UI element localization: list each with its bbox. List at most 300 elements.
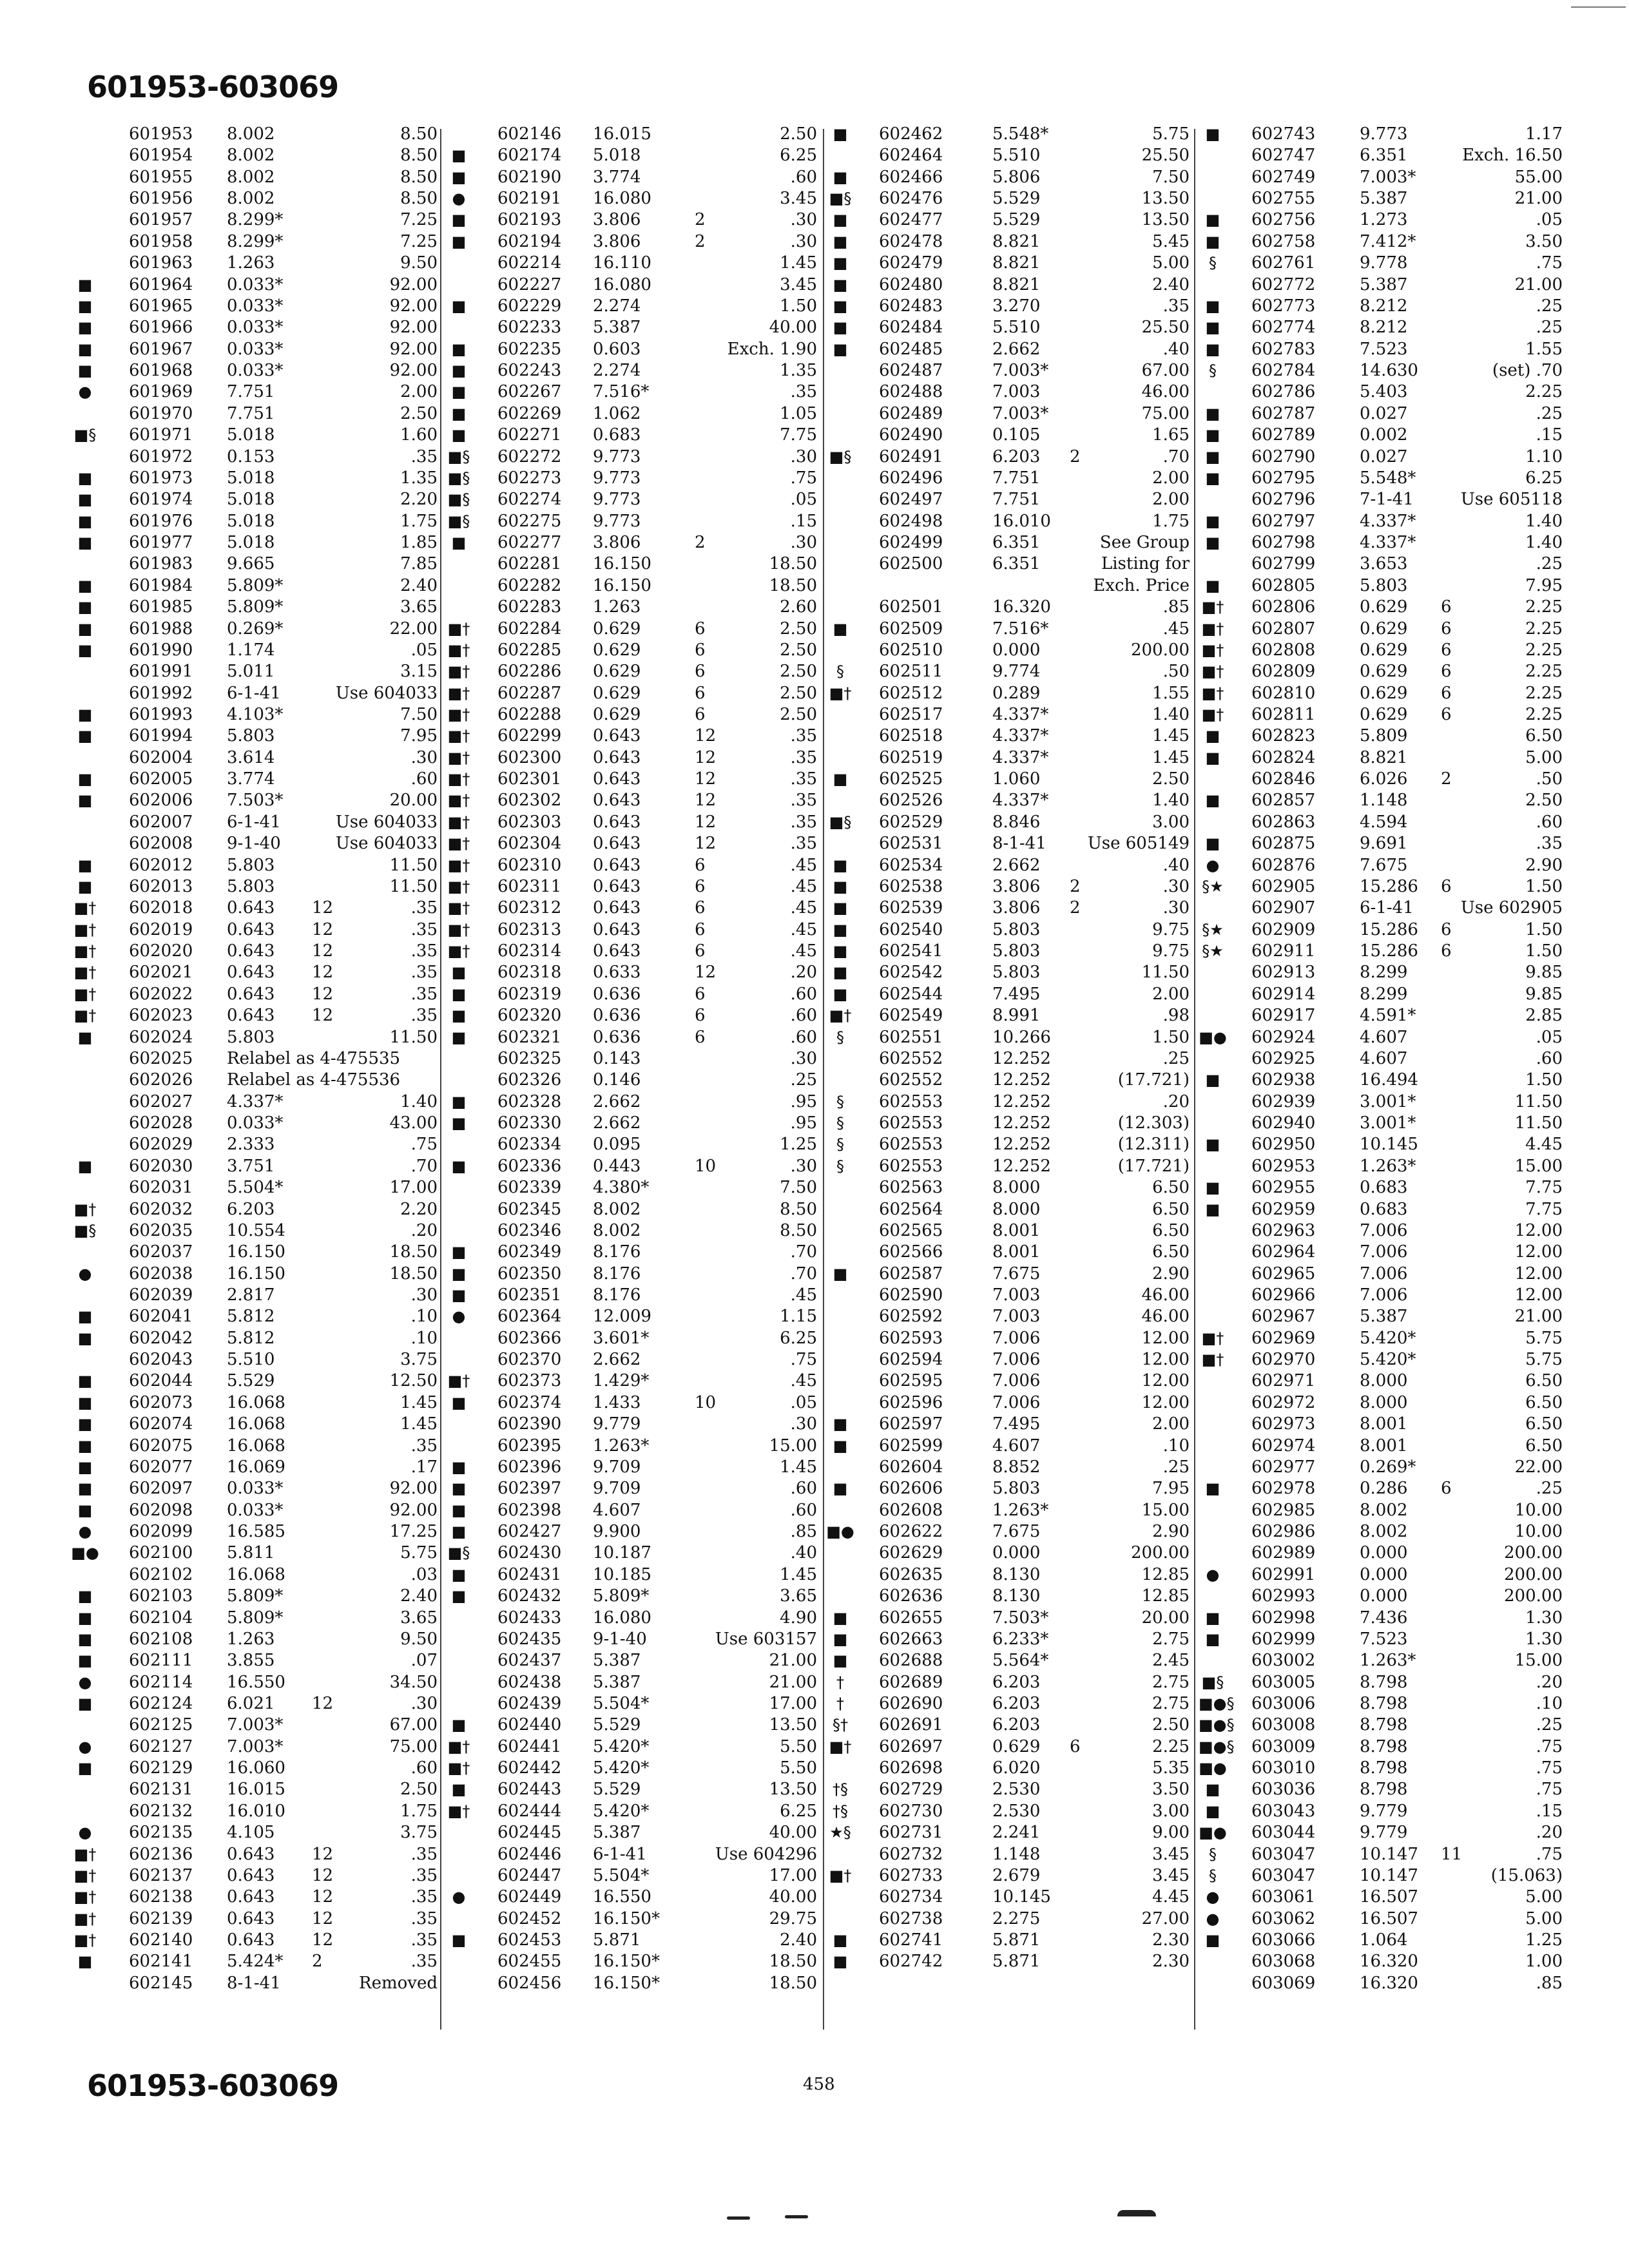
- price: 12.00: [1514, 1220, 1563, 1240]
- price: 75.00: [389, 1736, 438, 1756]
- price: 40.00: [769, 1887, 817, 1907]
- part-number: 602100: [129, 1543, 193, 1563]
- price: 6.25: [780, 1328, 817, 1348]
- part-number: 602553: [879, 1091, 943, 1111]
- row-mark-icon: ■§: [73, 426, 97, 445]
- part-number: 602024: [129, 1027, 193, 1047]
- part-number: 602302: [497, 791, 562, 811]
- part-value: 7.436: [1360, 1608, 1408, 1628]
- price: 8.50: [780, 1220, 817, 1240]
- part-number: 602563: [879, 1178, 943, 1198]
- part-number: 602039: [129, 1285, 193, 1305]
- row-mark-icon: ■: [451, 211, 467, 229]
- price: 1.15: [780, 1307, 817, 1327]
- price: .30: [1162, 898, 1190, 918]
- part-value: 3.601*: [593, 1328, 650, 1348]
- price: 13.50: [769, 1780, 817, 1800]
- part-number: 602973: [1251, 1414, 1316, 1434]
- part-value: 2.662: [593, 1091, 641, 1111]
- part-value: 10.185: [593, 1564, 651, 1584]
- part-value: 16.068: [227, 1414, 285, 1434]
- part-value: 5.018: [227, 425, 275, 445]
- part-value: 3.806: [992, 898, 1041, 918]
- price: Listing for: [1101, 554, 1190, 574]
- row-mark-icon: ■: [833, 1629, 848, 1648]
- price: 7.75: [780, 425, 817, 445]
- part-number: 602689: [879, 1672, 943, 1692]
- part-value: 0.027: [1360, 403, 1408, 423]
- part-value: 0.289: [992, 683, 1041, 703]
- part-number: 602330: [497, 1113, 562, 1133]
- part-value: 1.148: [1360, 791, 1408, 811]
- price: 6.25: [780, 146, 817, 166]
- price: .75: [790, 1350, 817, 1370]
- price: .70: [790, 1242, 817, 1262]
- part-number: 602041: [129, 1307, 193, 1327]
- row-mark-icon: ■: [77, 619, 93, 638]
- part-value: 5.529: [593, 1780, 641, 1800]
- part-number: 602500: [879, 554, 943, 574]
- part-value: 0.643: [593, 747, 641, 767]
- price: .60: [410, 1758, 438, 1778]
- price: .30: [410, 1694, 438, 1713]
- row-mark-icon: ■†: [73, 1888, 97, 1907]
- part-number: 603005: [1251, 1672, 1316, 1692]
- part-number: 602594: [879, 1350, 943, 1370]
- part-value: 7.006: [1360, 1220, 1408, 1240]
- row-mark-icon: ■: [1205, 791, 1220, 810]
- row-mark-icon: ■: [451, 1114, 467, 1133]
- row-mark-icon: ■: [77, 1329, 93, 1347]
- table-row: [0, 210, 1629, 229]
- price: .30: [790, 1156, 817, 1176]
- price: 1.85: [400, 533, 438, 553]
- table-row: [0, 1113, 1629, 1133]
- part-number: 602442: [497, 1758, 562, 1778]
- part-value: 4.594: [1360, 812, 1408, 832]
- part-value: 8.002: [227, 146, 275, 166]
- price: 1.75: [1152, 511, 1190, 531]
- part-value: 2.679: [992, 1865, 1041, 1885]
- part-value: 8.001: [1360, 1414, 1408, 1434]
- part-value: 5.812: [227, 1328, 275, 1348]
- part-number: 602020: [129, 941, 193, 961]
- part-number: 602590: [879, 1285, 943, 1305]
- table-row: [0, 791, 1629, 810]
- part-value: 1.273: [1360, 210, 1408, 230]
- price: 2.30: [1152, 1930, 1190, 1950]
- price: 1.00: [1525, 1952, 1563, 1972]
- table-row: [0, 1608, 1629, 1628]
- part-value: 1.263: [593, 597, 641, 617]
- part-value: 10.554: [227, 1220, 285, 1240]
- row-mark-icon: §★: [1202, 877, 1224, 896]
- row-mark-icon: ■: [1205, 318, 1220, 337]
- price: .30: [790, 447, 817, 466]
- pack-note: 6: [695, 898, 706, 918]
- price: .45: [790, 1285, 817, 1305]
- price: 1.50: [1525, 919, 1563, 939]
- part-number: 602970: [1251, 1350, 1316, 1370]
- part-value: 3.806: [992, 876, 1041, 896]
- table-row: [0, 576, 1629, 595]
- price: .35: [1162, 296, 1190, 316]
- price: 2.00: [1152, 1414, 1190, 1434]
- price: 200.00: [1504, 1564, 1563, 1584]
- row-mark-icon: ■: [833, 942, 848, 961]
- table-row: [0, 1845, 1629, 1864]
- price: 12.00: [1514, 1285, 1563, 1305]
- part-value: 5.809: [1360, 726, 1408, 746]
- part-number: 602564: [879, 1199, 943, 1219]
- part-value: 5.803: [992, 963, 1041, 983]
- row-mark-icon: ■†: [447, 877, 470, 896]
- price: 13.50: [1141, 189, 1190, 209]
- price: 7.75: [1525, 1178, 1563, 1198]
- part-value: 4.607: [1360, 1027, 1408, 1047]
- price: 6.50: [1152, 1199, 1190, 1219]
- price: 20.00: [1141, 1608, 1190, 1628]
- row-mark-icon: ■: [451, 1157, 467, 1175]
- price: 1.40: [1525, 511, 1563, 531]
- corner-mark: [1571, 6, 1626, 8]
- price: .05: [790, 490, 817, 510]
- part-number: 601991: [129, 662, 193, 682]
- part-number: 602229: [497, 296, 562, 316]
- pack-note: 12: [312, 1694, 334, 1713]
- row-mark-icon: ■: [451, 383, 467, 401]
- row-mark-icon: ■†: [1201, 640, 1224, 659]
- part-value: 8-1-41: [992, 834, 1046, 854]
- price: 1.45: [1152, 726, 1190, 746]
- part-value: 3.614: [227, 747, 275, 767]
- part-value: 8.821: [992, 274, 1041, 294]
- part-number: 602103: [129, 1586, 193, 1606]
- row-mark-icon: ■: [833, 168, 848, 186]
- price: 8.50: [400, 189, 438, 209]
- row-mark-icon: ■: [77, 877, 93, 896]
- price: .30: [790, 231, 817, 251]
- pack-note: 12: [695, 769, 717, 789]
- part-value: 8.000: [992, 1178, 1041, 1198]
- price: .25: [1162, 1048, 1190, 1068]
- part-number: 603002: [1251, 1651, 1316, 1671]
- part-value: 4.337*: [992, 726, 1049, 746]
- price: .75: [1536, 1758, 1563, 1778]
- price: 2.25: [1525, 662, 1563, 682]
- pack-note: 6: [1441, 683, 1452, 703]
- part-number: 602321: [497, 1027, 562, 1047]
- table-row: [0, 447, 1629, 466]
- part-value: 8.130: [992, 1564, 1041, 1584]
- part-number: 602104: [129, 1608, 193, 1628]
- part-number: 602629: [879, 1543, 943, 1563]
- row-mark-icon: ■†: [73, 1845, 97, 1863]
- part-value: 10.145: [1360, 1135, 1418, 1155]
- price: 200.00: [1504, 1543, 1563, 1563]
- row-mark-icon: §★: [1202, 920, 1224, 939]
- price: 2.90: [1152, 1522, 1190, 1542]
- table-row: [0, 1178, 1629, 1197]
- pack-note: 6: [695, 1027, 706, 1047]
- price: 67.00: [389, 1715, 438, 1735]
- part-value: 0.636: [593, 984, 641, 1004]
- part-number: 602986: [1251, 1522, 1316, 1542]
- part-number: 602963: [1251, 1220, 1316, 1240]
- part-value: 8.002: [1360, 1500, 1408, 1520]
- part-value: 6.026: [1360, 769, 1408, 789]
- part-value: 6.203: [992, 1715, 1041, 1735]
- part-number: 602275: [497, 511, 562, 531]
- pack-note: 10: [695, 1392, 717, 1412]
- part-number: 602798: [1251, 533, 1316, 553]
- pack-note: 12: [312, 963, 334, 983]
- part-number: 602077: [129, 1457, 193, 1477]
- part-value: 1.060: [992, 769, 1041, 789]
- price: 200.00: [1131, 640, 1190, 660]
- part-value: 5.871: [593, 1930, 641, 1950]
- price: .35: [790, 769, 817, 789]
- column-rule-1: [440, 129, 441, 2030]
- row-mark-icon: ■: [833, 856, 848, 874]
- part-number: 602044: [129, 1371, 193, 1391]
- pack-note: 6: [1441, 662, 1452, 682]
- part-number: 602432: [497, 1586, 562, 1606]
- part-value: 0.000: [1360, 1586, 1408, 1606]
- part-value: 1.148: [992, 1844, 1041, 1864]
- row-mark-icon: ■: [77, 1651, 93, 1670]
- pack-note: 2: [1070, 876, 1081, 896]
- table-row: [0, 597, 1629, 617]
- price: 92.00: [389, 318, 438, 338]
- part-value: 2.530: [992, 1780, 1041, 1800]
- part-value: 2.530: [992, 1801, 1041, 1821]
- part-value: 7.523: [1360, 1629, 1408, 1649]
- part-number: 601970: [129, 403, 193, 423]
- price: .05: [1536, 210, 1563, 230]
- part-number: 602796: [1251, 490, 1316, 510]
- part-value: 4.337*: [992, 747, 1049, 767]
- part-number: 602435: [497, 1629, 562, 1649]
- part-number: 602351: [497, 1285, 562, 1305]
- part-value: 5.420*: [593, 1801, 650, 1821]
- part-number: 602592: [879, 1307, 943, 1327]
- row-mark-icon: ■§: [447, 490, 470, 509]
- table-row: [0, 1673, 1629, 1692]
- price: 2.20: [400, 1199, 438, 1219]
- part-value: 7.003*: [227, 1715, 284, 1735]
- part-value: 4.607: [593, 1500, 641, 1520]
- row-mark-icon: ■†: [447, 834, 470, 853]
- part-value: 5.871: [992, 1952, 1041, 1972]
- part-value: 8.176: [593, 1242, 641, 1262]
- part-value: 8.000: [992, 1199, 1041, 1219]
- part-number: 602732: [879, 1844, 943, 1864]
- row-mark-icon: ●: [1206, 856, 1220, 874]
- part-number: 602478: [879, 231, 943, 251]
- price: 5.50: [780, 1736, 817, 1756]
- row-mark-icon: ■: [77, 512, 93, 530]
- part-number: 602350: [497, 1264, 562, 1283]
- price: 8.50: [780, 1199, 817, 1219]
- price: 2.20: [400, 490, 438, 510]
- row-mark-icon: ■: [451, 1285, 467, 1304]
- part-value: 10.147: [1360, 1865, 1418, 1885]
- row-mark-icon: ■●: [71, 1544, 99, 1562]
- part-number: 602031: [129, 1178, 193, 1198]
- part-number: 602431: [497, 1564, 562, 1584]
- page-footer-range: 601953-603069: [87, 2068, 339, 2103]
- price: Use 604296: [715, 1844, 817, 1864]
- price: .75: [1536, 253, 1563, 273]
- price: .35: [790, 382, 817, 402]
- part-number: 602284: [497, 619, 562, 639]
- part-number: 602691: [879, 1715, 943, 1735]
- part-value: 1.263*: [992, 1500, 1049, 1520]
- part-number: 602519: [879, 747, 943, 767]
- price: 5.00: [1525, 747, 1563, 767]
- part-value: 16.080: [593, 274, 651, 294]
- part-number: 602132: [129, 1801, 193, 1821]
- row-mark-icon: ■: [77, 856, 93, 874]
- part-number: 602301: [497, 769, 562, 789]
- row-mark-icon: ■: [451, 985, 467, 1003]
- table-row: [0, 1135, 1629, 1154]
- price: 3.45: [780, 189, 817, 209]
- part-number: 602396: [497, 1457, 562, 1477]
- price: .60: [790, 984, 817, 1004]
- row-mark-icon: ■: [451, 1565, 467, 1584]
- pack-note: 6: [695, 619, 706, 639]
- price: .35: [410, 984, 438, 1004]
- part-value: 8.299: [1360, 963, 1408, 983]
- part-number: 601967: [129, 339, 193, 359]
- part-value: 7.503*: [227, 791, 284, 811]
- price: .95: [790, 1091, 817, 1111]
- part-value: 1.429*: [593, 1371, 650, 1391]
- part-value: 9.779: [593, 1414, 641, 1434]
- table-row: [0, 1307, 1629, 1326]
- row-mark-icon: ■†: [447, 619, 470, 638]
- pack-note: 12: [312, 1930, 334, 1950]
- row-mark-icon: ■: [451, 296, 467, 315]
- price: Use 604033: [335, 812, 438, 832]
- part-value: 4.607: [1360, 1048, 1408, 1068]
- pack-note: 6: [1441, 876, 1452, 896]
- price: 15.00: [1514, 1651, 1563, 1671]
- pack-note: 6: [695, 683, 706, 703]
- part-value: 16.015: [593, 124, 651, 144]
- part-value: 5.564*: [992, 1651, 1049, 1671]
- table-row: [0, 1715, 1629, 1735]
- row-mark-icon: ■†: [73, 920, 97, 939]
- pack-note: 6: [1441, 1479, 1452, 1499]
- price: 9.75: [1152, 941, 1190, 961]
- price: 7.95: [1525, 575, 1563, 595]
- part-value: 0.643: [593, 812, 641, 832]
- part-value: 1.064: [1360, 1930, 1408, 1950]
- table-row: [0, 705, 1629, 724]
- row-mark-icon: ■§: [447, 468, 470, 487]
- part-value: 5.803: [992, 1479, 1041, 1499]
- part-value: 7.751: [227, 403, 275, 423]
- price: 7.50: [1152, 167, 1190, 187]
- part-number: 602761: [1251, 253, 1316, 273]
- row-mark-icon: §: [1209, 361, 1217, 380]
- part-value: 5.548*: [992, 124, 1049, 144]
- part-number: 602438: [497, 1672, 562, 1692]
- row-mark-icon: ■§: [447, 1544, 470, 1562]
- row-mark-icon: ■: [77, 640, 93, 659]
- part-value: 2.274: [593, 361, 641, 381]
- part-number: 602114: [129, 1672, 193, 1692]
- price: 1.25: [1525, 1930, 1563, 1950]
- price: (17.721): [1117, 1156, 1190, 1176]
- row-mark-icon: §: [836, 1157, 844, 1175]
- price: 3.50: [1152, 1780, 1190, 1800]
- part-value: 0.643: [227, 963, 275, 983]
- price: 2.50: [780, 704, 817, 724]
- price: .35: [1536, 834, 1563, 854]
- part-value: 7.495: [992, 984, 1041, 1004]
- part-number: 601953: [129, 124, 193, 144]
- price: 2.90: [1152, 1264, 1190, 1283]
- part-value: 8.846: [992, 812, 1041, 832]
- part-value: 16.069: [227, 1457, 285, 1477]
- pack-note: 6: [695, 984, 706, 1004]
- part-value: 16.010: [227, 1801, 285, 1821]
- part-value: 6.203: [992, 1694, 1041, 1713]
- part-number: 602734: [879, 1887, 943, 1907]
- price: 5.75: [1525, 1350, 1563, 1370]
- part-number: 602320: [497, 1006, 562, 1026]
- part-number: 602349: [497, 1242, 562, 1262]
- part-value: 10.266: [992, 1027, 1051, 1047]
- part-number: 602597: [879, 1414, 943, 1434]
- row-mark-icon: ■: [1205, 447, 1220, 466]
- price: .75: [1536, 1736, 1563, 1756]
- part-number: 602099: [129, 1522, 193, 1542]
- price: .25: [1162, 1457, 1190, 1477]
- part-value: 9-1-40: [593, 1629, 647, 1649]
- price: 7.95: [1152, 1479, 1190, 1499]
- row-mark-icon: ■: [833, 963, 848, 982]
- price: .30: [790, 210, 817, 230]
- price: 5.50: [780, 1758, 817, 1778]
- part-value: 0.643: [227, 1006, 275, 1026]
- price: 18.50: [769, 575, 817, 595]
- row-mark-icon: ■●: [1199, 1759, 1227, 1778]
- row-mark-icon: ■†: [73, 1200, 97, 1218]
- row-mark-icon: ■: [1205, 576, 1220, 595]
- part-value: 7.006: [992, 1392, 1041, 1412]
- part-number: 602437: [497, 1651, 562, 1671]
- part-value: 0.629: [593, 619, 641, 639]
- part-number: 602823: [1251, 726, 1316, 746]
- price: .70: [410, 1156, 438, 1176]
- row-mark-icon: ●: [78, 1264, 92, 1283]
- price: 13.50: [769, 1715, 817, 1735]
- price: Use 605118: [1460, 490, 1563, 510]
- part-value: 0.643: [593, 876, 641, 896]
- price: 1.30: [1525, 1629, 1563, 1649]
- row-mark-icon: ■†: [73, 1006, 97, 1025]
- price: 12.00: [1141, 1392, 1190, 1412]
- price: 2.50: [1152, 1715, 1190, 1735]
- part-number: 602552: [879, 1048, 943, 1068]
- row-mark-icon: ■: [1205, 1178, 1220, 1197]
- row-mark-icon: ■: [1205, 1629, 1220, 1648]
